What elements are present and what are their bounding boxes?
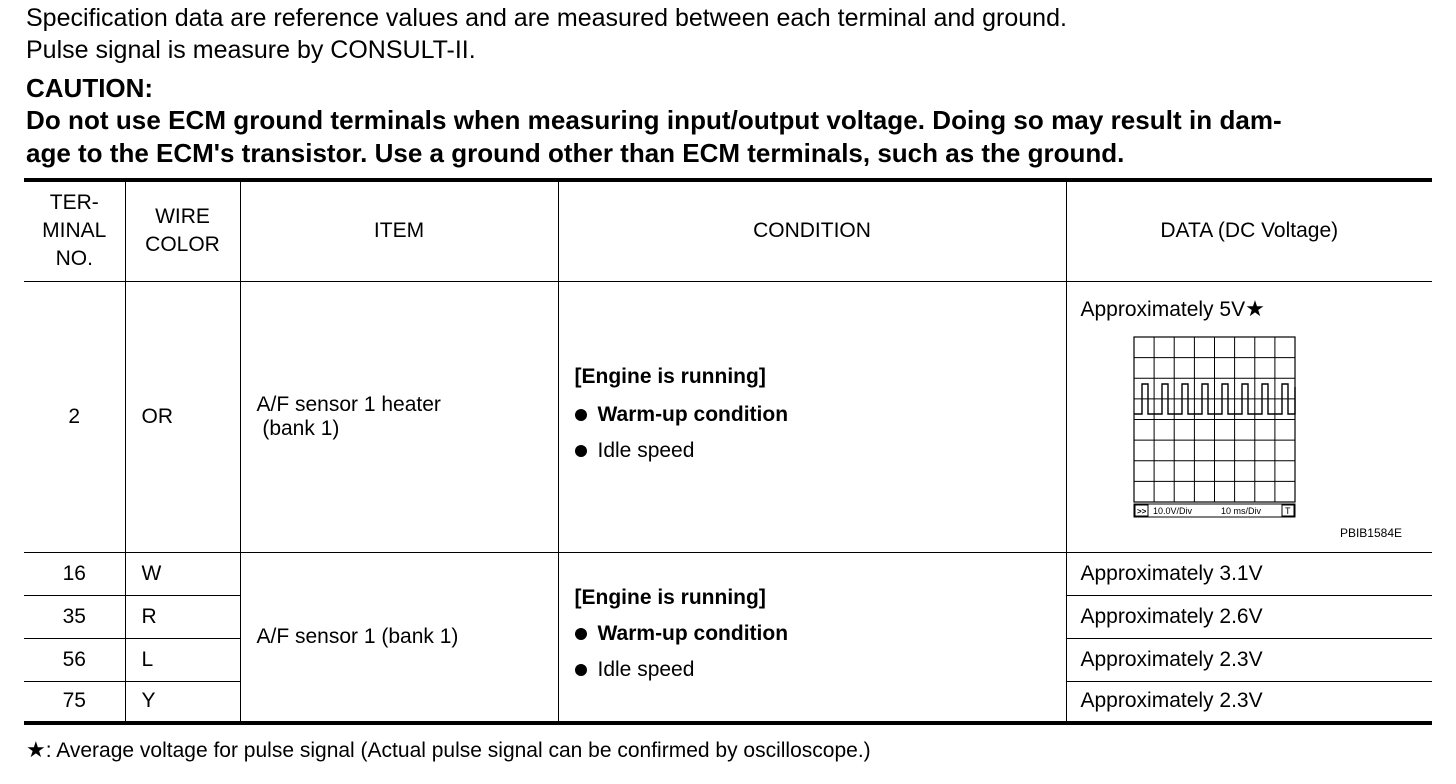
intro-line-2: Pulse signal is measure by CONSULT-II. xyxy=(26,36,476,64)
item-line-1: A/F sensor 1 heater xyxy=(256,392,441,416)
bullet-icon xyxy=(575,445,587,457)
header-condition: CONDITION xyxy=(558,180,1066,281)
caution-label: CAUTION: xyxy=(26,73,154,103)
header-wire-color xyxy=(125,180,240,281)
item-cell xyxy=(240,281,558,552)
bullet-icon xyxy=(575,409,587,421)
data-cell: Approximately 3.1V xyxy=(1066,552,1432,595)
caution-text-line-2: age to the ECM's transistor. Use a ground other than ECM terminals, such as the ground. xyxy=(26,138,1125,168)
condition-bullet xyxy=(575,397,1066,433)
wire-cell: Y xyxy=(125,681,240,723)
scope-time-label: 10 ms/Div xyxy=(1220,505,1261,516)
terminal-cell: 2 xyxy=(24,281,125,552)
header-terminal-line-2: MINAL xyxy=(42,219,107,243)
header-item: ITEM xyxy=(240,180,558,281)
caution-text-line-1: Do not use ECM ground terminals when measuring input/output voltage. Doing so may result in dam- xyxy=(26,105,1282,135)
condition-bullet xyxy=(575,433,1066,469)
svg-text:>>: >> xyxy=(1136,506,1146,516)
data-cell: Approximately 2.6V xyxy=(1066,595,1432,638)
condition-cell xyxy=(558,552,1066,723)
oscilloscope-waveform xyxy=(1129,332,1301,518)
wire-cell: L xyxy=(125,638,240,681)
condition-heading: [Engine is running] xyxy=(574,585,766,609)
header-wire-line-2: COLOR xyxy=(145,233,220,257)
condition-bullet xyxy=(575,616,1066,652)
ecm-terminal-table xyxy=(24,178,1432,725)
table-row xyxy=(24,281,1432,552)
bullet-icon xyxy=(575,664,587,676)
figure-id: PBIB1584E xyxy=(1339,525,1402,540)
wire-cell: R xyxy=(125,595,240,638)
star-icon: ★ xyxy=(26,737,46,762)
terminal-cell: 16 xyxy=(24,552,125,595)
condition-bullet xyxy=(575,652,1066,688)
item-cell: A/F sensor 1 (bank 1) xyxy=(240,552,558,723)
data-value xyxy=(1081,296,1265,322)
condition-bullet-text: Idle speed xyxy=(597,657,695,681)
header-data: DATA (DC Voltage) xyxy=(1066,180,1432,281)
data-cell: Approximately 2.3V xyxy=(1066,681,1432,723)
footnote-text: : Average voltage for pulse signal (Actual pulse signal can be confirmed by oscilloscope.) xyxy=(45,739,871,762)
data-cell xyxy=(1066,281,1432,552)
condition-bullet-text: Warm-up condition xyxy=(597,621,789,645)
data-value-text: Approximately 5V xyxy=(1080,297,1246,321)
footnote xyxy=(26,737,871,763)
condition-heading: [Engine is running] xyxy=(574,364,766,388)
scope-volt-label: 10.0V/Div xyxy=(1152,505,1192,516)
condition-bullet-text: Idle speed xyxy=(597,438,695,462)
table-row xyxy=(24,552,1432,595)
condition-bullet-text: Warm-up condition xyxy=(597,402,789,426)
data-cell: Approximately 2.3V xyxy=(1066,638,1432,681)
svg-text:T: T xyxy=(1284,505,1290,516)
wire-cell: OR xyxy=(125,281,240,552)
intro-line-1: Specification data are reference values and are measured between each terminal and ground. xyxy=(26,4,1067,32)
condition-cell xyxy=(558,281,1066,552)
bullet-icon xyxy=(575,628,587,640)
terminal-cell: 35 xyxy=(24,595,125,638)
data-with-scope xyxy=(1067,282,1433,552)
item-line-2: (bank 1) xyxy=(256,416,340,440)
terminal-cell: 56 xyxy=(24,638,125,681)
header-terminal-no xyxy=(24,180,125,281)
terminal-cell: 75 xyxy=(24,681,125,723)
header-terminal-line-3: NO. xyxy=(55,247,93,271)
wire-cell: W xyxy=(125,552,240,595)
table-header-row xyxy=(24,180,1432,281)
star-icon: ★ xyxy=(1245,295,1265,321)
header-terminal-line-1: TER- xyxy=(49,191,99,215)
header-wire-line-1: WIRE xyxy=(155,205,210,229)
